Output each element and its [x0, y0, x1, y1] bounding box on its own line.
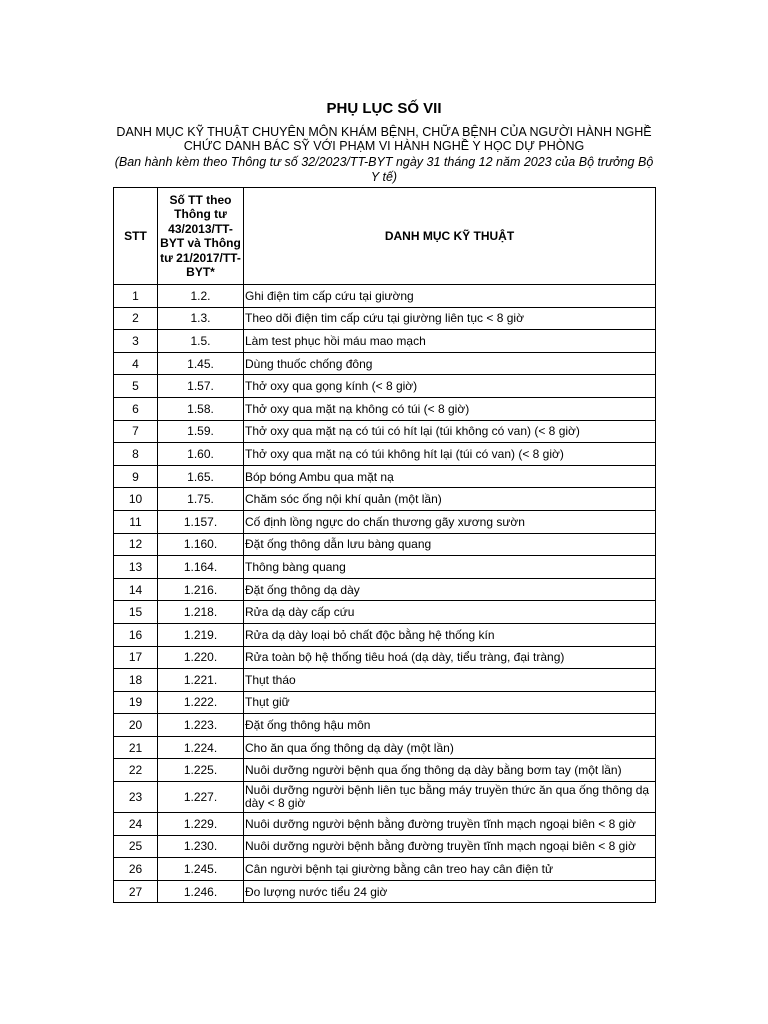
- cell-so-tt: 1.225.: [158, 759, 244, 782]
- cell-stt: 17: [114, 646, 158, 669]
- table-row: [114, 556, 656, 579]
- cell-technique-name: Cho ăn qua ống thông dạ dày (một lần): [244, 736, 656, 759]
- table-row: [114, 352, 656, 375]
- cell-technique-name: Thở oxy qua gọng kính (< 8 giờ): [244, 375, 656, 398]
- table-header-row: [114, 188, 656, 285]
- cell-so-tt: 1.218.: [158, 601, 244, 624]
- table-row: [114, 488, 656, 511]
- cell-technique-name: Đặt ống thông dẫn lưu bàng quang: [244, 533, 656, 556]
- table-row: [114, 420, 656, 443]
- cell-so-tt: 1.45.: [158, 352, 244, 375]
- cell-stt: 13: [114, 556, 158, 579]
- table-row: [114, 465, 656, 488]
- cell-stt: 11: [114, 510, 158, 533]
- cell-stt: 14: [114, 578, 158, 601]
- cell-technique-name: Nuôi dưỡng người bệnh bằng đường truyền tĩnh mạch ngoại biên < 8 giờ: [244, 813, 656, 836]
- cell-stt: 27: [114, 880, 158, 903]
- cell-so-tt: 1.222.: [158, 691, 244, 714]
- document-issuance-note: (Ban hành kèm theo Thông tư số 32/2023/TT-BYT ngày 31 tháng 12 năm 2023 của Bộ trưởng Bộ Y tế): [114, 155, 654, 184]
- cell-technique-name: Làm test phục hồi máu mao mạch: [244, 330, 656, 353]
- table-row: [114, 601, 656, 624]
- cell-stt: 23: [114, 782, 158, 813]
- cell-stt: 12: [114, 533, 158, 556]
- cell-so-tt: 1.221.: [158, 669, 244, 692]
- cell-stt: 6: [114, 397, 158, 420]
- cell-technique-name: Đo lượng nước tiểu 24 giờ: [244, 880, 656, 903]
- cell-technique-name: Nuôi dưỡng người bệnh bằng đường truyền tĩnh mạch ngoại biên < 8 giờ: [244, 835, 656, 858]
- cell-so-tt: 1.230.: [158, 835, 244, 858]
- table-row: [114, 397, 656, 420]
- cell-technique-name: Ghi điện tim cấp cứu tại giường: [244, 285, 656, 308]
- cell-stt: 22: [114, 759, 158, 782]
- cell-stt: 15: [114, 601, 158, 624]
- cell-technique-name: Rửa toàn bộ hệ thống tiêu hoá (dạ dày, tiểu tràng, đại tràng): [244, 646, 656, 669]
- cell-stt: 7: [114, 420, 158, 443]
- cell-so-tt: 1.245.: [158, 858, 244, 881]
- cell-so-tt: 1.227.: [158, 782, 244, 813]
- cell-stt: 4: [114, 352, 158, 375]
- cell-stt: 3: [114, 330, 158, 353]
- cell-stt: 20: [114, 714, 158, 737]
- cell-stt: 16: [114, 623, 158, 646]
- table-row: [114, 782, 656, 813]
- cell-stt: 1: [114, 285, 158, 308]
- table-row: [114, 623, 656, 646]
- cell-technique-name: Thụt tháo: [244, 669, 656, 692]
- cell-technique-name: Thở oxy qua mặt nạ có túi không hít lại (túi có van) (< 8 giờ): [244, 443, 656, 466]
- cell-so-tt: 1.60.: [158, 443, 244, 466]
- table-row: [114, 691, 656, 714]
- cell-so-tt: 1.223.: [158, 714, 244, 737]
- table-row: [114, 375, 656, 398]
- table-row: [114, 578, 656, 601]
- table-row: [114, 533, 656, 556]
- cell-so-tt: 1.3.: [158, 307, 244, 330]
- cell-so-tt: 1.65.: [158, 465, 244, 488]
- cell-so-tt: 1.220.: [158, 646, 244, 669]
- cell-stt: 18: [114, 669, 158, 692]
- table-row: [114, 646, 656, 669]
- cell-technique-name: Rửa dạ dày loại bỏ chất độc bằng hệ thống kín: [244, 623, 656, 646]
- cell-so-tt: 1.59.: [158, 420, 244, 443]
- table-row: [114, 813, 656, 836]
- cell-technique-name: Chăm sóc ống nội khí quản (một lần): [244, 488, 656, 511]
- table-row: [114, 736, 656, 759]
- cell-technique-name: Đặt ống thông hậu môn: [244, 714, 656, 737]
- cell-stt: 2: [114, 307, 158, 330]
- cell-technique-name: Nuôi dưỡng người bệnh qua ống thông dạ dày bằng bơm tay (một lần): [244, 759, 656, 782]
- cell-so-tt: 1.58.: [158, 397, 244, 420]
- cell-so-tt: 1.224.: [158, 736, 244, 759]
- table-row: [114, 714, 656, 737]
- cell-so-tt: 1.164.: [158, 556, 244, 579]
- header-so-tt: Số TT theo Thông tư 43/2013/TT-BYT và Thông tư 21/2017/TT-BYT*: [158, 188, 244, 285]
- cell-technique-name: Thở oxy qua mặt nạ có túi có hít lại (túi không có van) (< 8 giờ): [244, 420, 656, 443]
- technique-table: [113, 187, 656, 903]
- header-danh-muc: DANH MỤC KỸ THUẬT: [244, 188, 656, 285]
- table-row: [114, 759, 656, 782]
- cell-stt: 21: [114, 736, 158, 759]
- cell-stt: 9: [114, 465, 158, 488]
- cell-so-tt: 1.229.: [158, 813, 244, 836]
- document-title: PHỤ LỤC SỐ VII: [326, 100, 442, 117]
- cell-technique-name: Cân người bệnh tại giường bằng cân treo hay cân điện tử: [244, 858, 656, 881]
- cell-stt: 25: [114, 835, 158, 858]
- cell-so-tt: 1.219.: [158, 623, 244, 646]
- cell-so-tt: 1.5.: [158, 330, 244, 353]
- cell-stt: 26: [114, 858, 158, 881]
- table-row: [114, 835, 656, 858]
- table-row: [114, 669, 656, 692]
- cell-technique-name: Rửa dạ dày cấp cứu: [244, 601, 656, 624]
- table-row: [114, 330, 656, 353]
- cell-stt: 5: [114, 375, 158, 398]
- cell-stt: 8: [114, 443, 158, 466]
- header-stt: STT: [114, 188, 158, 285]
- cell-technique-name: Cố định lồng ngực do chấn thương gãy xương sườn: [244, 510, 656, 533]
- cell-technique-name: Bóp bóng Ambu qua mặt nạ: [244, 465, 656, 488]
- cell-so-tt: 1.216.: [158, 578, 244, 601]
- cell-technique-name: Đặt ống thông dạ dày: [244, 578, 656, 601]
- table-row: [114, 880, 656, 903]
- table-row: [114, 858, 656, 881]
- table-row: [114, 307, 656, 330]
- cell-technique-name: Nuôi dưỡng người bệnh liên tục bằng máy truyền thức ăn qua ống thông dạ dày < 8 giờ: [244, 782, 656, 813]
- cell-technique-name: Theo dõi điện tim cấp cứu tại giường liên tục < 8 giờ: [244, 307, 656, 330]
- table-row: [114, 443, 656, 466]
- table-body: [114, 285, 656, 903]
- cell-technique-name: Thông bàng quang: [244, 556, 656, 579]
- table-row: [114, 285, 656, 308]
- cell-stt: 10: [114, 488, 158, 511]
- cell-so-tt: 1.157.: [158, 510, 244, 533]
- table-row: [114, 510, 656, 533]
- cell-technique-name: Thụt giữ: [244, 691, 656, 714]
- cell-so-tt: 1.160.: [158, 533, 244, 556]
- document-subtitle: DANH MỤC KỸ THUẬT CHUYÊN MÔN KHÁM BỆNH, CHỮA BỆNH CỦA NGƯỜI HÀNH NGHỀ CHỨC DANH BÁC SỸ VỚI PHẠM VI HÀNH NGHỀ Y HỌC DỰ PHÒNG: [116, 125, 652, 153]
- cell-so-tt: 1.75.: [158, 488, 244, 511]
- cell-stt: 19: [114, 691, 158, 714]
- cell-technique-name: Dùng thuốc chống đông: [244, 352, 656, 375]
- cell-technique-name: Thở oxy qua mặt nạ không có túi (< 8 giờ): [244, 397, 656, 420]
- cell-stt: 24: [114, 813, 158, 836]
- cell-so-tt: 1.2.: [158, 285, 244, 308]
- cell-so-tt: 1.246.: [158, 880, 244, 903]
- cell-so-tt: 1.57.: [158, 375, 244, 398]
